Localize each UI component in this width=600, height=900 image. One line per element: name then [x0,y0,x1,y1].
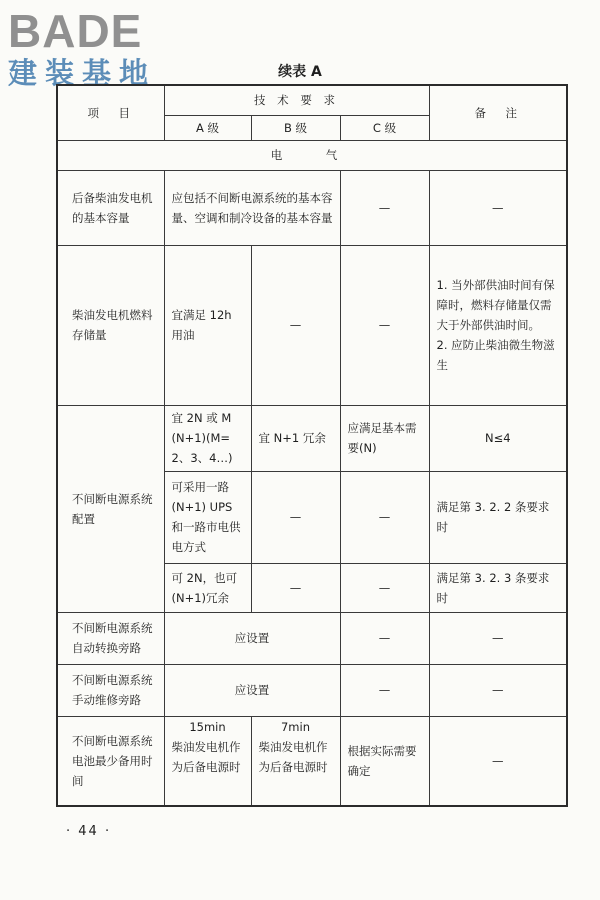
backup-condition-b: 柴油发电机作为后备电源时 [258,739,328,774]
cell-a: 宜 2N 或 M (N+1)(M= 2、3、4…) [164,405,251,471]
row-item: 不间断电源系统配置 [57,405,164,612]
cell-c: — [340,471,429,563]
cell-remark: — [429,612,567,664]
cell-c: — [340,170,429,245]
cell-b: — [251,563,340,612]
table-row [57,664,567,716]
row-item: 不间断电源系统手动维修旁路 [57,664,164,716]
cell-a: 可 2N，也可 (N+1)冗余 [164,563,251,612]
section-row [57,140,567,170]
cell-c: — [340,563,429,612]
table-header-row [57,85,567,115]
cell-a: 可采用一路 (N+1) UPS 和一路市电供电方式 [164,471,251,563]
table-row [57,405,567,471]
cell-c: 根据实际需要确定 [340,716,429,806]
cell-remark: N≤4 [429,405,567,471]
cell-c: — [340,612,429,664]
header-remarks: 备 注 [429,85,567,140]
header-grade-c: C 级 [340,115,429,140]
backup-time-a: 15min [189,719,226,734]
header-item: 项 目 [57,85,164,140]
backup-condition-a: 柴油发电机作为后备电源时 [171,739,241,774]
cell-ab: 应设置 [164,664,340,716]
cell-remark [429,245,567,405]
cell-remark: — [429,170,567,245]
cell-ab: 应设置 [164,612,340,664]
header-grade-b: B 级 [251,115,340,140]
table-row [57,245,567,405]
row-item: 不间断电源系统自动转换旁路 [57,612,164,664]
table-row [57,612,567,664]
cell-b: 宜 N+1 冗余 [251,405,340,471]
cell-remark: 满足第 3. 2. 3 条要求时 [429,563,567,612]
remark-note-1: 1. 当外部供油时间有保障时，燃料存储量仅需大于外部供油时间。 [436,278,555,332]
cell-b [251,716,340,806]
cell-c: 应满足基本需要(N) [340,405,429,471]
row-item: 后备柴油发电机的基本容量 [57,170,164,245]
page-number: · 44 · [66,824,112,839]
cell-ab: 应包括不间断电源系统的基本容量、空调和制冷设备的基本容量 [164,170,340,245]
header-tech-requirements: 技 术 要 求 [164,85,429,115]
row-item: 不间断电源系统电池最少备用时间 [57,716,164,806]
requirements-table [56,84,568,807]
table-row [57,170,567,245]
table-title: 续表 A [278,64,322,80]
table-row [57,716,567,806]
cell-a [164,716,251,806]
cell-remark: 满足第 3. 2. 2 条要求时 [429,471,567,563]
logo-wordmark: BADE [8,5,143,57]
cell-b: — [251,471,340,563]
cell-remark: — [429,664,567,716]
logo-subtitle: 建装基地 [8,56,157,90]
remark-note-2: 2. 应防止柴油微生物滋生 [436,338,555,372]
cell-remark: — [429,716,567,806]
cell-a: 宜满足 12h 用油 [164,245,251,405]
cell-b: — [251,245,340,405]
section-title: 电 气 [57,140,567,170]
row-item: 柴油发电机燃料存储量 [57,245,164,405]
cell-c: — [340,245,429,405]
cell-c: — [340,664,429,716]
header-grade-a: A 级 [164,115,251,140]
backup-time-b: 7min [280,719,310,734]
